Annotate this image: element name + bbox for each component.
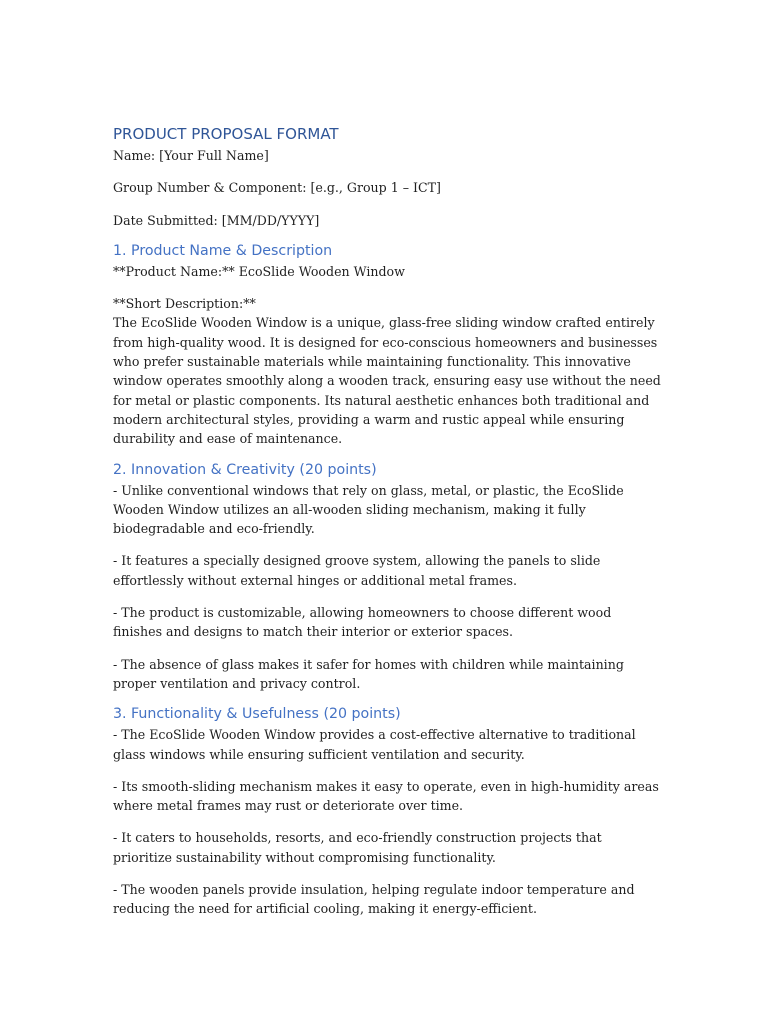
section-2-item: - It features a specially designed groove system, allowing the panels to slide effortlessly without external hinges or additional metal frames. — [113, 553, 601, 588]
section-3-item: - The EcoSlide Wooden Window provides a cost-effective alternative to traditional glass windows while ensuring sufficient ventilation and security. — [113, 727, 636, 762]
short-description-label: **Short Description:** — [113, 296, 256, 312]
section-2-item: - Unlike conventional windows that rely on glass, metal, or plastic, the EcoSlide Wooden Window utilizes an all-wooden sliding mechanism, making it fully biodegradable and eco-friendly. — [113, 482, 624, 537]
section-3-heading: 3. Functionality & Usefulness (20 points) — [113, 706, 401, 723]
product-name-line: **Product Name:** EcoSlide Wooden Window — [113, 263, 405, 279]
meta-name: Name: [Your Full Name] — [113, 148, 269, 163]
section-1-heading: 1. Product Name & Description — [113, 242, 333, 259]
section-3-item: - It caters to households, resorts, and eco-friendly construction projects that prioritize sustainability without compromising functionality. — [113, 830, 602, 865]
short-description-text: The EcoSlide Wooden Window is a unique, glass-free sliding window crafted entirely from high-quality wood. It is designed for eco-conscious homeowners and businesses who prefer sustainable materials while maintaining functionality. This innovative window operates smoothly along a wooden track, ensuring easy use without the need for metal or plastic components. Its natural aesthetic enhances both traditional and modern architectural styles, providing a warm and rustic appeal while ensuring durability and ease of maintenance. — [113, 315, 661, 447]
section-2-item: - The absence of glass makes it safer for homes with children while maintaining proper ventilation and privacy control. — [113, 656, 624, 691]
meta-group: Group Number & Component: [e.g., Group 1 – ICT] — [113, 180, 441, 196]
section-3-item: - The wooden panels provide insulation, helping regulate indoor temperature and reducing the need for artificial cooling, making it energy-efficient. — [113, 882, 635, 917]
document-title: PRODUCT PROPOSAL FORMAT — [113, 125, 339, 143]
section-2-heading: 2. Innovation & Creativity (20 points) — [113, 461, 377, 478]
section-3-item: - Its smooth-sliding mechanism makes it easy to operate, even in high-humidity areas where metal frames may rust or deteriorate over time. — [113, 778, 659, 814]
meta-date: Date Submitted: [MM/DD/YYYY] — [113, 212, 320, 228]
section-2-item: - The product is customizable, allowing homeowners to choose different wood finishes and designs to match their interior or exterior spaces. — [113, 605, 612, 640]
document-body — [113, 122, 663, 919]
